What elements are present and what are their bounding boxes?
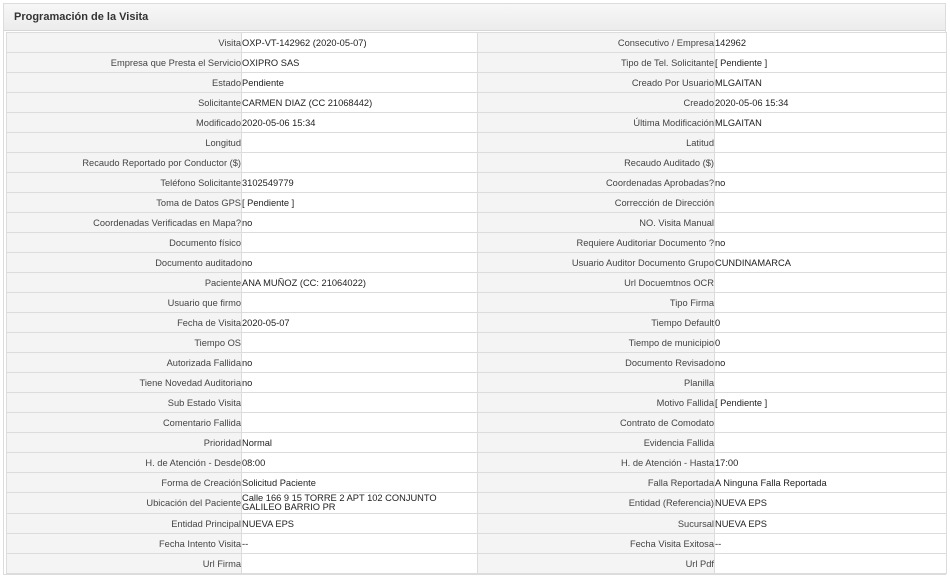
field-label: H. de Atención - Hasta [478,453,715,473]
field-value [715,153,947,173]
field-value: 2020-05-06 15:34 [715,93,947,113]
field-value: 0 [715,333,947,353]
detail-row [7,353,947,373]
field-label: Comentario Fallida [7,413,242,433]
field-label: Sucursal [478,514,715,534]
field-value [715,213,947,233]
field-value [242,153,478,173]
field-label: Visita [7,33,242,53]
field-label: Autorizada Fallida [7,353,242,373]
field-value [715,554,947,574]
field-label: Usuario Auditor Documento Grupo [478,253,715,273]
field-label: Empresa que Presta el Servicio [7,53,242,73]
field-value: OXP-VT-142962 (2020-05-07) [242,33,478,53]
field-value: no [715,173,947,193]
field-value: 17:00 [715,453,947,473]
field-value [242,413,478,433]
detail-row [7,313,947,333]
field-label: Tipo Firma [478,293,715,313]
detail-row [7,273,947,293]
field-label: Coordenadas Aprobadas? [478,173,715,193]
field-value [715,293,947,313]
field-label: H. de Atención - Desde [7,453,242,473]
field-label: Tiempo OS [7,333,242,353]
field-label: Longitud [7,133,242,153]
field-label: Documento Revisado [478,353,715,373]
field-value: OXIPRO SAS [242,53,478,73]
detail-row [7,293,947,313]
field-label: Fecha Intento Visita [7,534,242,554]
detail-row [7,453,947,473]
field-value: 142962 [715,33,947,53]
detail-row [7,73,947,93]
visit-details-body [7,33,947,574]
field-label: Url Firma [7,554,242,574]
field-label: Recaudo Auditado ($) [478,153,715,173]
detail-row [7,493,947,514]
field-label: Fecha Visita Exitosa [478,534,715,554]
detail-row [7,53,947,73]
detail-row [7,33,947,53]
field-value: 3102549779 [242,173,478,193]
field-value [242,333,478,353]
field-value: MLGAITAN [715,113,947,133]
field-value [715,433,947,453]
field-label: Url Docuemtnos OCR [478,273,715,293]
field-value: [ Pendiente ] [715,53,947,73]
field-value: [ Pendiente ] [242,193,478,213]
field-value [715,273,947,293]
field-value [242,393,478,413]
field-label: Tipo de Tel. Solicitante [478,53,715,73]
field-label: Coordenadas Verificadas en Mapa? [7,213,242,233]
field-value: CARMEN DIAZ (CC 21068442) [242,93,478,113]
field-label: Url Pdf [478,554,715,574]
detail-row [7,173,947,193]
field-label: NO. Visita Manual [478,213,715,233]
field-label: Tiene Novedad Auditoria [7,373,242,393]
field-label: Latitud [478,133,715,153]
field-label: Tiempo Default [478,313,715,333]
field-value: no [242,253,478,273]
field-label: Creado Por Usuario [478,73,715,93]
field-value [715,193,947,213]
field-value: Calle 166 9 15 TORRE 2 APT 102 CONJUNTO GALILEO BARRIO PR [242,493,478,514]
detail-row [7,534,947,554]
field-value: Solicitud Paciente [242,473,478,493]
field-value [242,233,478,253]
field-label: Documento físico [7,233,242,253]
detail-row [7,433,947,453]
detail-row [7,213,947,233]
field-value: A Ninguna Falla Reportada [715,473,947,493]
field-label: Requiere Auditoriar Documento ? [478,233,715,253]
detail-row [7,393,947,413]
field-value: 0 [715,313,947,333]
field-value: ANA MUÑOZ (CC: 21064022) [242,273,478,293]
field-value: Normal [242,433,478,453]
detail-row [7,253,947,273]
field-value: no [242,213,478,233]
field-label: Documento auditado [7,253,242,273]
detail-row [7,153,947,173]
field-value: NUEVA EPS [242,514,478,534]
detail-row [7,413,947,433]
field-value: -- [715,534,947,554]
detail-row [7,133,947,153]
field-label: Evidencia Fallida [478,433,715,453]
detail-row [7,473,947,493]
field-label: Sub Estado Visita [7,393,242,413]
field-value: CUNDINAMARCA [715,253,947,273]
field-value [715,373,947,393]
field-label: Motivo Fallida [478,393,715,413]
field-label: Entidad (Referencia) [478,493,715,514]
field-label: Consecutivo / Empresa [478,33,715,53]
field-value: NUEVA EPS [715,514,947,534]
field-label: Falla Reportada [478,473,715,493]
field-label: Tiempo de municipio [478,333,715,353]
field-value: no [715,233,947,253]
detail-row [7,113,947,133]
field-value: no [242,353,478,373]
field-value: no [242,373,478,393]
field-label: Última Modificación [478,113,715,133]
field-label: Ubicación del Paciente [7,493,242,514]
field-value: 2020-05-06 15:34 [242,113,478,133]
field-label: Paciente [7,273,242,293]
visit-details-table [6,32,947,574]
panel-title: Programación de la Visita [4,4,945,31]
field-label: Solicitante [7,93,242,113]
field-value [242,133,478,153]
field-label: Corrección de Dirección [478,193,715,213]
detail-row [7,333,947,353]
detail-row [7,373,947,393]
field-value [242,554,478,574]
field-label: Modificado [7,113,242,133]
field-value: Pendiente [242,73,478,93]
field-label: Usuario que firmo [7,293,242,313]
field-value: 08:00 [242,453,478,473]
detail-row [7,514,947,534]
detail-row [7,554,947,574]
field-label: Teléfono Solicitante [7,173,242,193]
field-label: Fecha de Visita [7,313,242,333]
field-label: Entidad Principal [7,514,242,534]
field-label: Toma de Datos GPS [7,193,242,213]
field-label: Planilla [478,373,715,393]
field-value [715,413,947,433]
field-label: Contrato de Comodato [478,413,715,433]
field-label: Creado [478,93,715,113]
visit-schedule-panel [3,3,946,575]
field-label: Estado [7,73,242,93]
field-label: Prioridad [7,433,242,453]
field-value [242,293,478,313]
field-label: Recaudo Reportado por Conductor ($) [7,153,242,173]
field-value: no [715,353,947,373]
detail-row [7,193,947,213]
field-value: MLGAITAN [715,73,947,93]
field-value [715,133,947,153]
field-value: 2020-05-07 [242,313,478,333]
detail-row [7,93,947,113]
detail-row [7,233,947,253]
field-label: Forma de Creación [7,473,242,493]
field-value: [ Pendiente ] [715,393,947,413]
field-value: -- [242,534,478,554]
field-value: NUEVA EPS [715,493,947,514]
